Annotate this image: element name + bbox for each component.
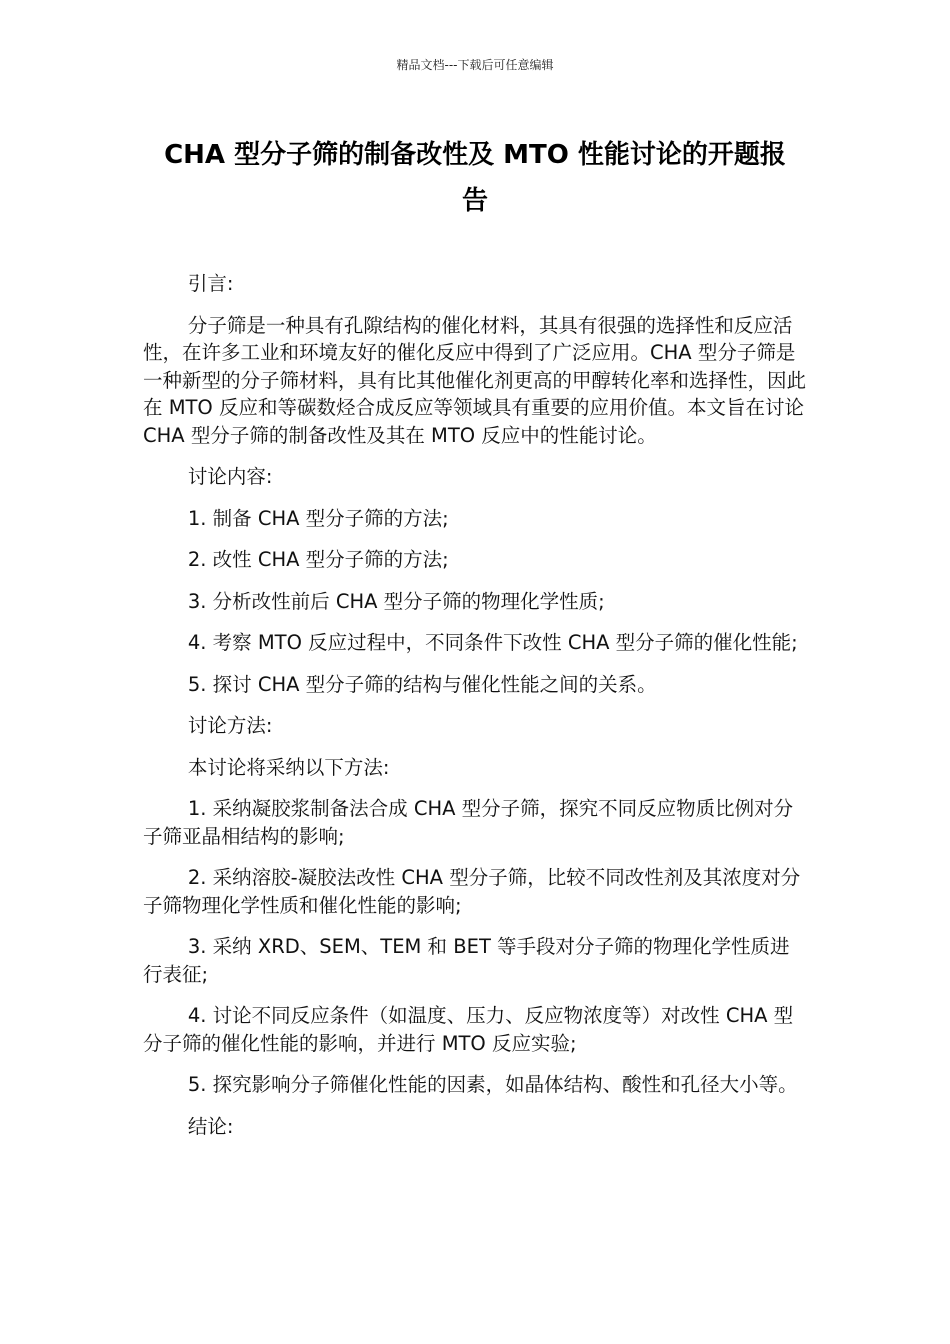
content-heading: 讨论内容:: [187, 465, 273, 488]
method-heading: 讨论方法:: [187, 714, 273, 737]
title-line-1: CHA 型分子筛的制备改性及 MTO 性能讨论的开题报: [164, 140, 786, 170]
method-item-5: 5. 探究影响分子筛催化性能的因素，如晶体结构、酸性和孔径大小等。: [187, 1073, 798, 1096]
intro-heading: 引言:: [187, 272, 234, 295]
content-item-3: 3. 分析改性前后 CHA 型分子筛的物理化学性质;: [187, 589, 605, 613]
content-item-5: 5. 探讨 CHA 型分子筛的结构与催化性能之间的关系。: [187, 672, 657, 696]
method-item-2: 2. 采纳溶胶-凝胶法改性 CHA 型分子筛，比较不同改性剂及其浓度对分子筛物理化学性质和催化性能的影响;: [143, 866, 801, 917]
intro-paragraph: 分子筛是一种具有孔隙结构的催化材料，其具有很强的选择性和反应活性，在许多工业和环境友好的催化反应中得到了广泛应用。CHA 型分子筛是一种新型的分子筛材料，具有比其他催化剂更高的甲醇转化率和选择性，因此在 MTO 反应和等碳数烃合成反应等领域具有重要的应用价值。本文旨在讨论 CHA 型分子筛的制备改性及其在 MTO 反应中的性能讨论。: [143, 313, 807, 447]
header-note: 精品文档---下载后可任意编辑: [396, 58, 554, 72]
content-item-2: 2. 改性 CHA 型分子筛的方法;: [187, 548, 449, 571]
content-item-4: 4. 考察 MTO 反应过程中，不同条件下改性 CHA 型分子筛的催化性能;: [187, 631, 798, 654]
document-body: [143, 270, 807, 1154]
content-item-1: 1. 制备 CHA 型分子筛的方法;: [187, 506, 449, 530]
title-line-2: 告: [461, 186, 488, 216]
conclusion-heading: 结论:: [187, 1114, 234, 1138]
method-intro: 本讨论将采纳以下方法:: [187, 755, 390, 779]
document-title: [140, 132, 810, 224]
method-item-3: 3. 采纳 XRD、SEM、TEM 和 BET 等手段对分子筛的物理化学性质进行表征;: [143, 935, 790, 986]
method-item-4: 4. 讨论不同反应条件（如温度、压力、反应物浓度等）对改性 CHA 型分子筛的催化性能的影响，并进行 MTO 反应实验;: [143, 1004, 794, 1055]
method-item-1: 1. 采纳凝胶浆制备法合成 CHA 型分子筛，探究不同反应物质比例对分子筛亚晶相结构的影响;: [143, 797, 794, 848]
